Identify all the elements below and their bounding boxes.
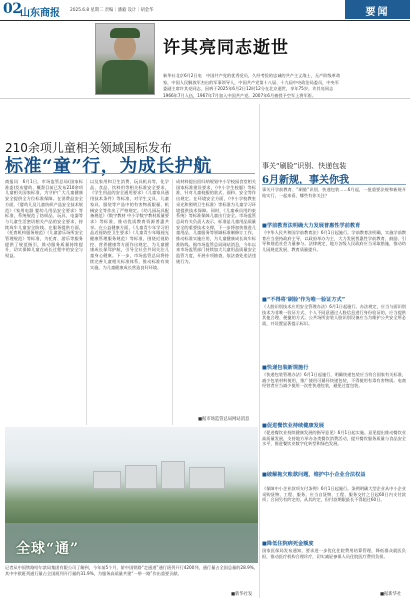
- right-section-text: 《中华人民共和国学前教育法》6月1日起施行。学前教育法明确，实施学前教育应当坚持政府主导，以政府举办为主，大力发展普惠性学前教育，鼓励、引导和规范社会力量参与。法律规定，地方各级人民政府应当采取措施，推动幼儿园规范发展、教育质量提升。: [262, 230, 406, 253]
- divider: [262, 184, 406, 185]
- column-divider: [259, 104, 260, 598]
- obituary-title: 许其亮同志逝世: [163, 38, 289, 58]
- article-column-3: 成材料提出回归纳规划中小学校园食堂相关国家标准建设要求，《中小学生校服》等标准，针对儿童校服的款式、面料、安全等作出规定。在环境安全方面，《中小学校教室采光和照明卫生标准》等标准为儿童学习环境提供技术保障。同时，《儿童乘员用约束系统》等标准保障儿童出行安全。市场监管总局有关负责人表示，标准是儿童用品质量安全的重要技术支撑，下一步将加快推进儿童用品、儿童服务等领域标准制修订工作，推动标准实施应用，为儿童健康成长筑牢标准防线。据市场监管总局网站消息，今年以来市场监管部门持续加大儿童用品质量安全监管力度，开展专项抽查，依法查处违法违规行为。: [176, 179, 256, 264]
- right-section-text: 《促进餐饮业持续健康发展的指导意见》6月1日起实施。意见提出推动餐饮业高质量发展，支持地方举办各类餐饮消费活动，提升餐饮服务质量与食品安全水平，推进餐饮业数字化转型和绿色发展。: [262, 430, 406, 447]
- issue-meta: 2025.6.8 星期二 责编｜潘毅 设计｜胡金华: [70, 8, 154, 13]
- article-credit: ■据市场监管总局网站消息: [198, 417, 250, 422]
- right-section-title: ■快递包装新规施行: [262, 365, 309, 371]
- right-section-title: ■破解拖欠账款问题，维护中小企业合法权益: [262, 472, 366, 478]
- article-column-2: 以及家用和卫生消费、玩具机具等，化学品、食品、饮料用等相关标准安全要求，《学生用品的安全通用要求》《儿童家具通用技术条件》等标准，对学生文具、儿童家具、服装等产品中的有害物质限量、机械安全等作出了严格规定。《幼儿园玩具配备规范》《数字教材 中小学数字教材质量要求》等标准，推动优质教育资源普惠共享。在公益健康方面，《儿童青少年学习用品近视防控卫生要求》《儿童青少年眼视光健康管理服务规范》等标准，围绕近视防控、营养健康等方面作出规定，为儿童健康成长保驾护航，引导全社会共同关注儿童身心健康。下一步，市场监管总局将持续完善儿童相关标准体系，推动标准有效实施，为儿童健康成长营造良好环境。: [90, 179, 169, 270]
- photo-label: 全球“通”: [16, 541, 80, 557]
- right-section-title: ■“不得将‘刷脸’作为唯一验证方式”: [262, 297, 346, 303]
- divider: [5, 173, 255, 174]
- section-tag: [345, 0, 410, 19]
- photo-caption: 记者从中国铁路哈尔滨局集团有限公司了解到，今年前5个月，阶中国铁路“走通道”通行班列开行4200列，通行量占全国总量的28.9%，其中中欧班列通行量占全国班列开行量的31.9%，为服务高质量共建“一带一路”作出重要贡献。: [5, 565, 258, 576]
- right-intro: 事关开学前教育、“刷脸”识别、快递包装……6月起，一批重要法规和新规开始实行，一起来看，哪些有你关注？: [262, 187, 406, 198]
- right-section-text: 国家医保局发布通知，要求进一步优化住院费用结算管理，降低群众就医负担，推动医疗机构合理诊疗，切实减轻参保人员住院医疗费用负担。: [262, 548, 406, 559]
- article-kicker: 210余项儿童相关领域国标发布: [5, 141, 172, 155]
- column-divider: [172, 179, 173, 425]
- article-headline: 标准“童”行，为成长护航: [5, 156, 212, 177]
- news-photo: [5, 427, 258, 563]
- right-credit: ■据新华社: [380, 592, 402, 597]
- right-section-title: ■降低住院病死金额度: [262, 541, 314, 547]
- article-column-1: 商报讯 6月1日，市场监管总局(国家标准委)发布婴幼、概督目前已发布210余项儿童相关国家标准，为守护广大儿童健康安全提供全方位标准保障。在消费品安全方面，《婴幼儿及儿童纺织产品安全技术规范》《家用电器 婴幼儿用品安全要求》等标准，系统规范了纺织品、玩具、电器等与儿童生活密切相关产品的安全要求，持续筑牢儿童安全防线。在服务提供方面，《托育机构服务规范》《儿童游乐场所安全管理规范》等标准，为托育、游乐等服务提供了规范指引，推动服务质量持续提升，切实保障儿童在成长过程中的安全与权益。: [5, 179, 83, 259]
- right-section-title: ■学前教育法明确大力发展普惠性学前教育: [262, 223, 361, 229]
- right-section-title: ■促进餐饮业持续健康发展: [262, 423, 324, 429]
- portrait-photo: [95, 23, 155, 95]
- masthead: [0, 0, 410, 21]
- page-number: 02: [3, 1, 22, 17]
- right-section-text: 《快递包装管理办法》6月1日起施行，明确快递包装应当符合国家有关标准，减少包装材料使用，推广使用可循环快递包装，不得使用有毒有害物质。电商经营者应当减少使用一次性快递包装，避免过度包装。: [262, 372, 406, 389]
- right-section-text: 《人脸识别技术应用安全管理办法》6月1日起施行。办法规定，应当与面识别技术为非唯一验证方式，个人不同意通过人脸信息进行身份验证的，应当提供其他合理、便捷的方式。公共场所安装人脸识别设备应当为维护公共安全所必需，并设置显著提示标识。: [262, 304, 406, 327]
- divider: [0, 98, 410, 99]
- obituary-text: 新华社北京6月2日电 中国共产党的优秀党员，久经考验的忠诚的共产主义战士，无产阶级革命家，中国人民解放军杰出的军事领导人，中国共产党第十八届、十九届中央政治局委员，中央军委副主席许其亮同志，因病于2025年6月2日12时12分在北京逝世，享年75岁。许其亮同志1966年7月入伍，1967年7月加入中国共产党。2007年6月被授予空军上将军衔。: [163, 73, 341, 98]
- paper-name: 山东商报: [20, 8, 60, 19]
- section-label: 要闻: [365, 7, 390, 18]
- column-divider: [86, 179, 87, 425]
- right-headline-top: 事关“刷脸”识别、快递包装: [262, 162, 347, 170]
- right-headline: 6月新规，事关你我: [262, 175, 349, 186]
- photo-credit: ■新华社发: [231, 592, 253, 597]
- right-section-text: 《保障中小企业款项支付条例》6月1日起施行。条例明确大型企业从中小企业采购货物、工程、服务，应当自货物、工程、服务交付之日起60日内支付款项；合同另有约定的，从其约定，但付款期限最长不得超过60日。: [262, 486, 406, 503]
